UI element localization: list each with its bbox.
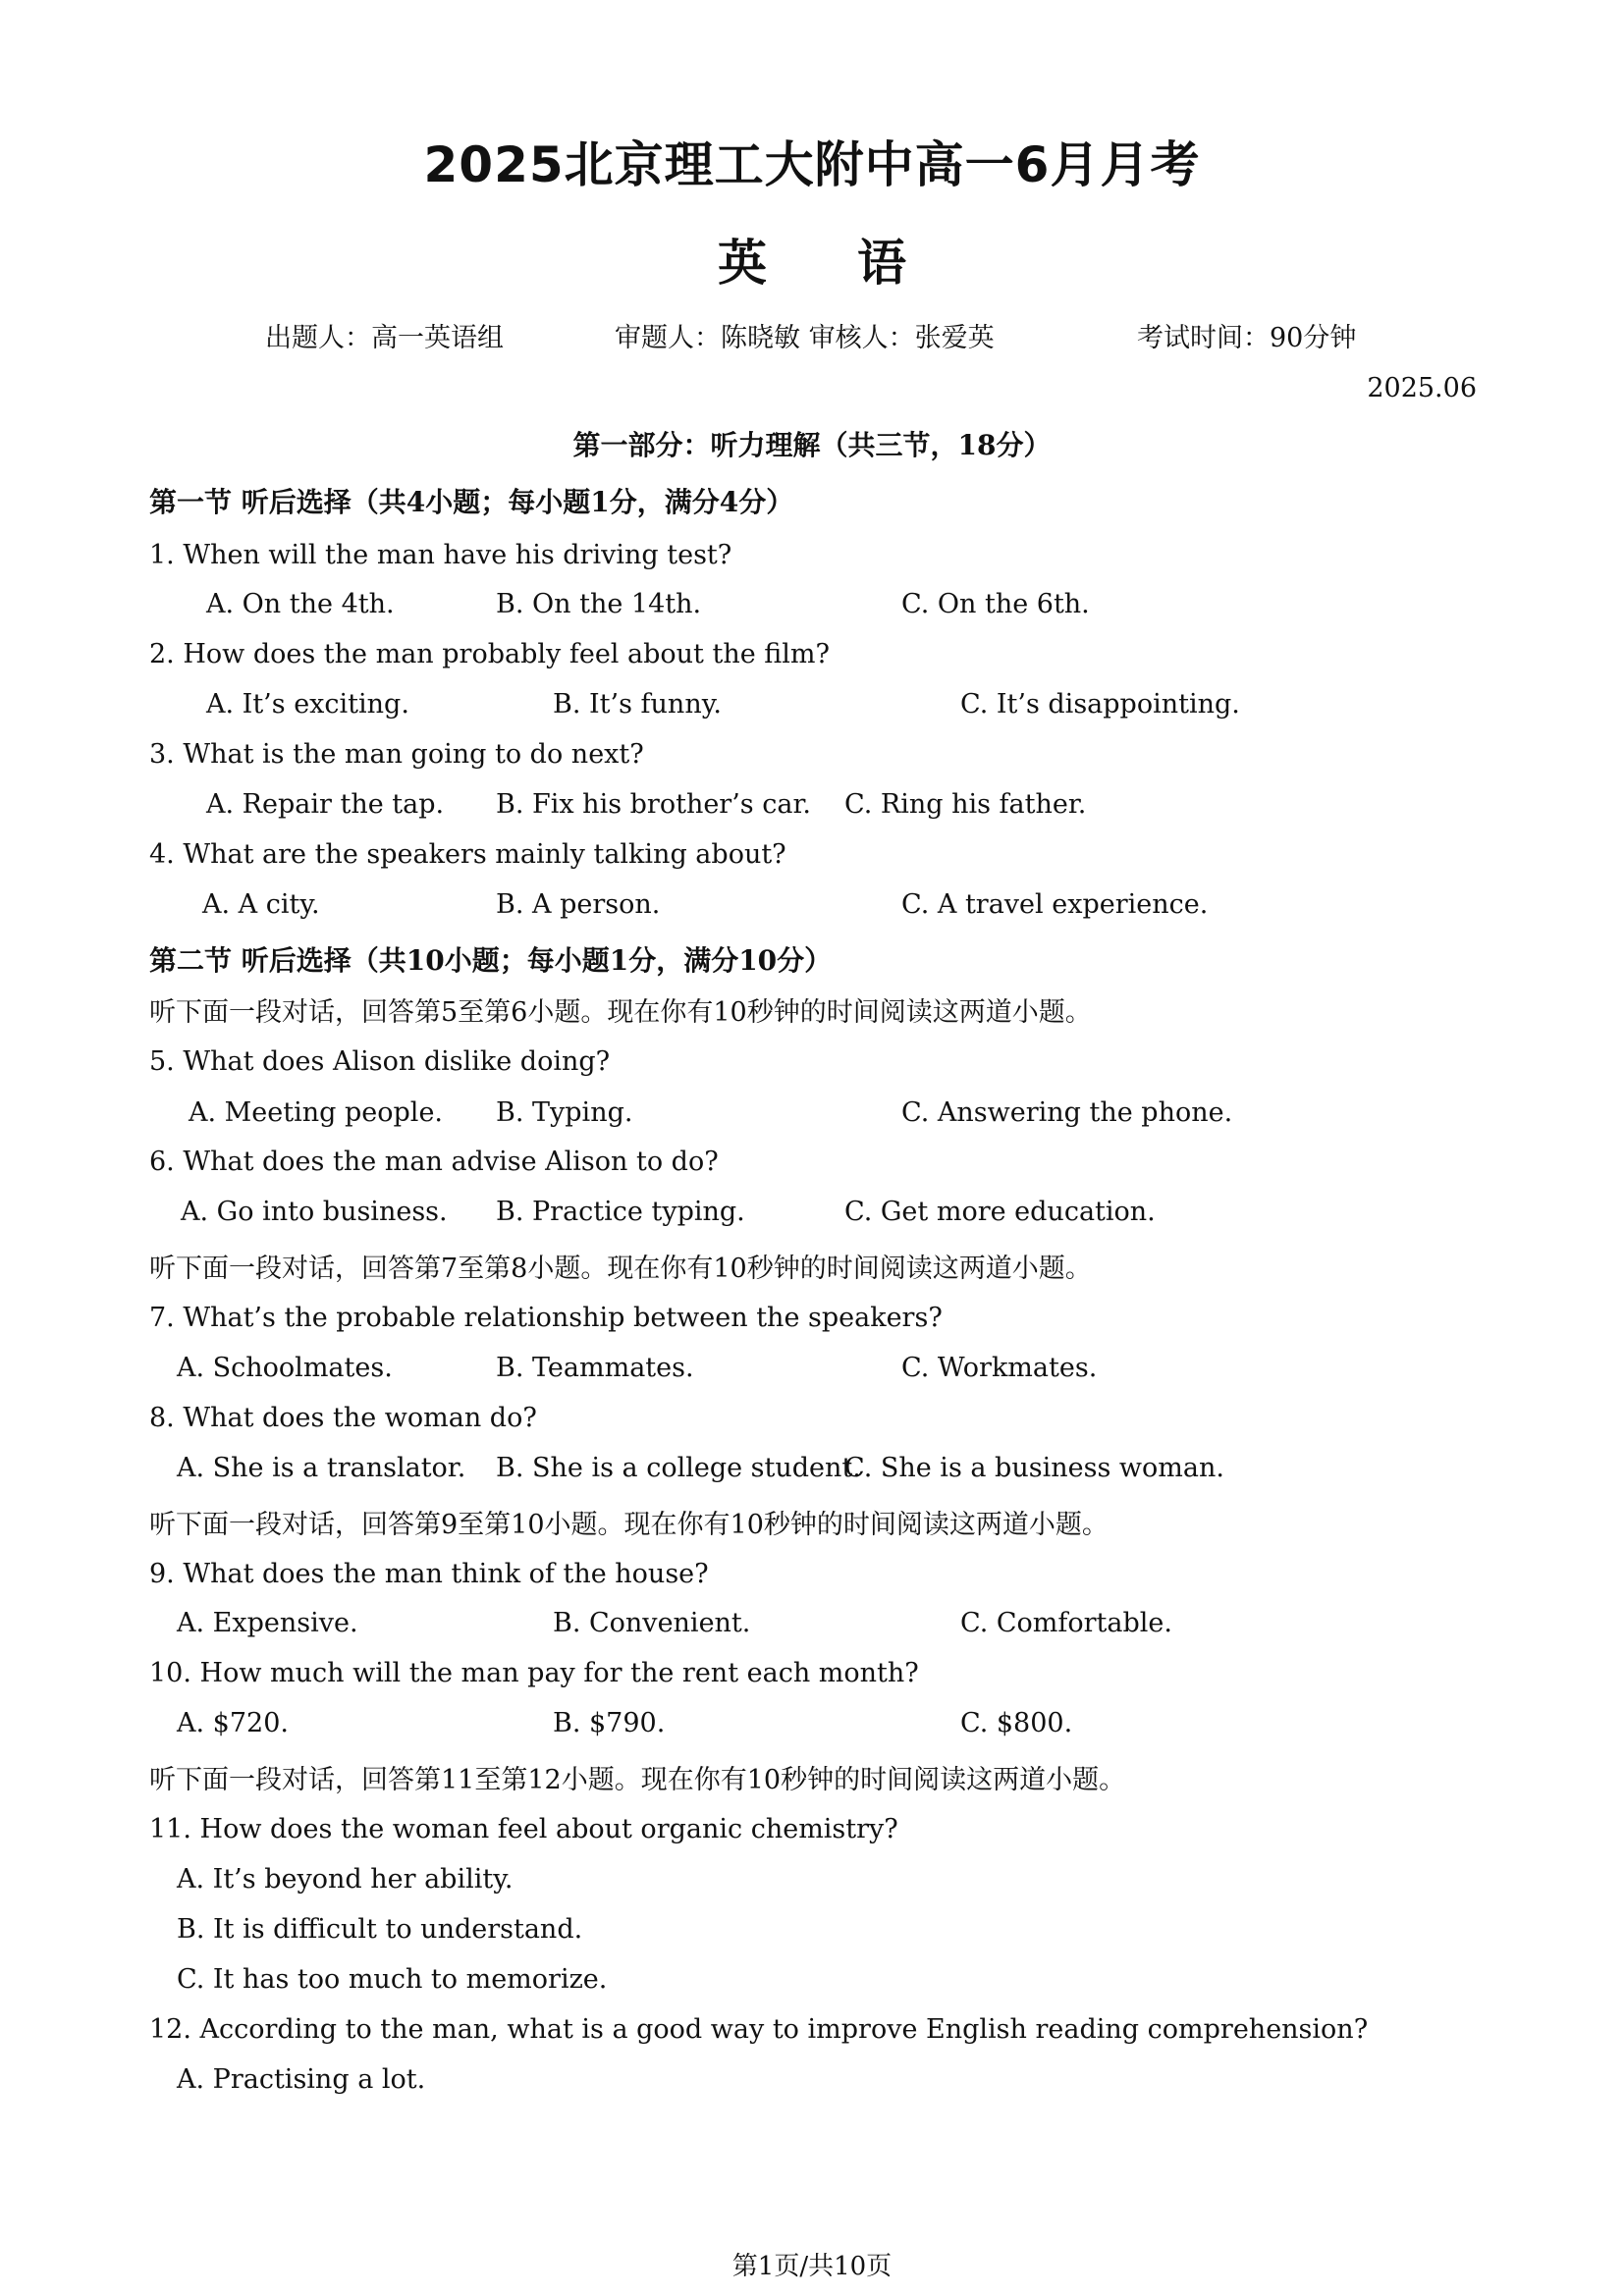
question-1-stem: 1. When will the man have his driving test? xyxy=(149,540,732,570)
question-9-option-c: C. Comfortable. xyxy=(960,1608,1172,1638)
question-11-stem: 11. How does the woman feel about organic chemistry? xyxy=(149,1814,898,1844)
question-4-option-c: C. A travel experience. xyxy=(901,889,1209,920)
subject-title xyxy=(0,224,1624,294)
exam-title: 2025北京理工大附中高一6月月考 xyxy=(423,136,1201,193)
question-10-stem: 10. How much will the man pay for the rent each month? xyxy=(149,1658,919,1688)
page-number: 第1页/共10页 xyxy=(731,2252,893,2281)
question-8-stem: 8. What does the woman do? xyxy=(149,1403,537,1433)
question-12-option-a: A. Practising a lot. xyxy=(177,2064,426,2095)
exam-time: 考试时间：90分钟 xyxy=(1137,323,1357,353)
question-10-option-a: A. $720. xyxy=(177,1708,289,1738)
question-8-option-a: A. She is a translator. xyxy=(177,1453,466,1483)
section-two-title: 第二节 听后选择（共10小题；每小题1分，满分10分） xyxy=(149,944,833,977)
question-8-option-c: C. She is a business woman. xyxy=(844,1453,1224,1483)
question-5-stem: 5. What does Alison dislike doing? xyxy=(149,1046,611,1077)
setter-info: 出题人：高一英语组 xyxy=(265,323,504,353)
question-5-option-b: B. Typing. xyxy=(496,1097,633,1128)
question-7-option-a: A. Schoolmates. xyxy=(177,1353,393,1383)
question-7-option-c: C. Workmates. xyxy=(901,1353,1098,1383)
question-2-option-c: C. It’s disappointing. xyxy=(960,689,1240,720)
question-4-option-b: B. A person. xyxy=(496,889,661,920)
question-12-stem: 12. According to the man, what is a good way to improve English reading comprehension? xyxy=(149,2014,1369,2045)
section-one-title: 第一节 听后选择（共4小题；每小题1分，满分4分） xyxy=(149,486,794,518)
question-9-option-a: A. Expensive. xyxy=(177,1608,358,1638)
question-6-option-b: B. Practice typing. xyxy=(496,1197,745,1227)
question-2-stem: 2. How does the man probably feel about the film? xyxy=(149,639,830,669)
question-6-option-c: C. Get more education. xyxy=(844,1197,1156,1227)
question-5-option-c: C. Answering the phone. xyxy=(901,1097,1233,1128)
question-10-option-b: B. $790. xyxy=(553,1708,666,1738)
question-9-stem: 9. What does the man think of the house? xyxy=(149,1559,709,1589)
question-6-stem: 6. What does the man advise Alison to do? xyxy=(149,1147,719,1177)
question-10-option-c: C. $800. xyxy=(960,1708,1073,1738)
instruction-q9-10: 听下面一段对话，回答第9至第10小题。现在你有10秒钟的时间阅读这两道小题。 xyxy=(149,1510,1109,1540)
question-1-option-a: A. On the 4th. xyxy=(206,589,395,619)
question-11-option-a: A. It’s beyond her ability. xyxy=(177,1864,514,1895)
question-3-option-b: B. Fix his brother’s car. xyxy=(496,789,811,820)
part-one-title: 第一部分：听力理解（共三节，18分） xyxy=(572,429,1052,461)
question-7-option-b: B. Teammates. xyxy=(496,1353,694,1383)
reviewer-info: 审题人：陈晓敏 审核人：张爱英 xyxy=(615,323,995,353)
question-3-stem: 3. What is the man going to do next? xyxy=(149,739,644,770)
instruction-q5-6: 听下面一段对话，回答第5至第6小题。现在你有10秒钟的时间阅读这两道小题。 xyxy=(149,997,1092,1028)
subject-char-2: 语 xyxy=(857,235,906,292)
question-2-option-b: B. It’s funny. xyxy=(553,689,722,720)
question-2-option-a: A. It’s exciting. xyxy=(206,689,409,720)
question-6-option-a: A. Go into business. xyxy=(181,1197,448,1227)
question-4-stem: 4. What are the speakers mainly talking about? xyxy=(149,839,786,870)
question-1-option-c: C. On the 6th. xyxy=(901,589,1090,619)
instruction-q11-12: 听下面一段对话，回答第11至第12小题。现在你有10秒钟的时间阅读这两道小题。 xyxy=(149,1765,1126,1795)
question-3-option-a: A. Repair the tap. xyxy=(206,789,445,820)
question-5-option-a: A. Meeting people. xyxy=(189,1097,444,1128)
question-11-option-c: C. It has too much to memorize. xyxy=(177,1964,608,1995)
question-11-option-b: B. It is difficult to understand. xyxy=(177,1914,583,1945)
question-3-option-c: C. Ring his father. xyxy=(844,789,1087,820)
question-4-option-a: A. A city. xyxy=(202,889,320,920)
question-9-option-b: B. Convenient. xyxy=(553,1608,751,1638)
subject-char-1: 英 xyxy=(718,235,767,292)
question-7-stem: 7. What’s the probable relationship between the speakers? xyxy=(149,1303,943,1333)
question-1-option-b: B. On the 14th. xyxy=(496,589,702,619)
exam-date: 2025.06 xyxy=(1367,373,1477,403)
question-8-option-b: B. She is a college student. xyxy=(496,1453,861,1483)
instruction-q7-8: 听下面一段对话，回答第7至第8小题。现在你有10秒钟的时间阅读这两道小题。 xyxy=(149,1254,1092,1284)
